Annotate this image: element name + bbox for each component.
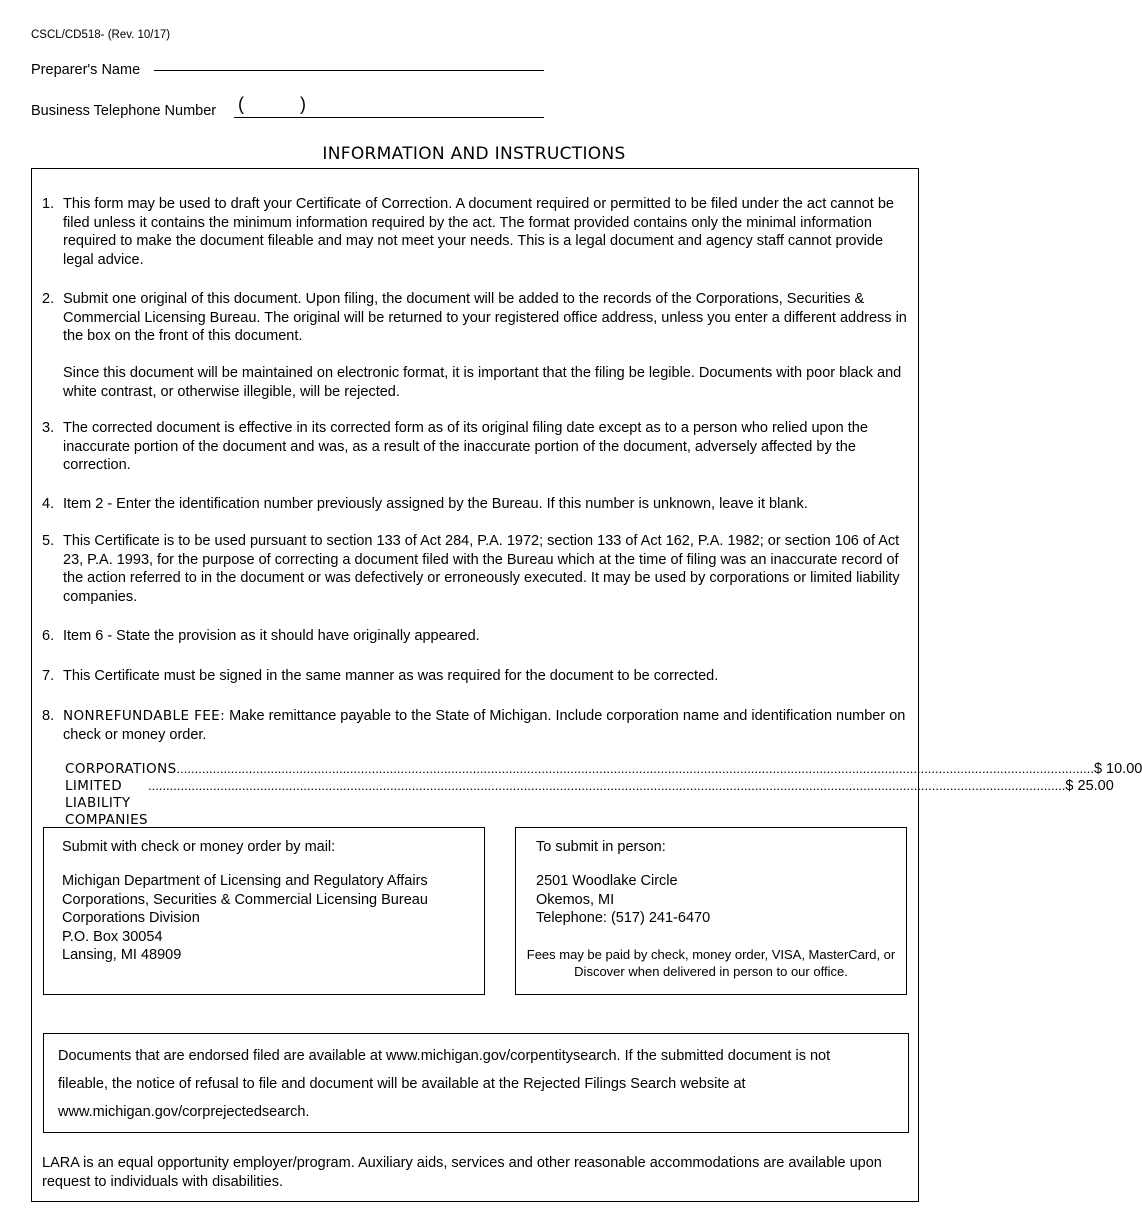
- phone-open-paren: (: [238, 94, 244, 114]
- fee-row-corporations: [65, 760, 1142, 778]
- instruction-number: 2.: [42, 291, 55, 307]
- instruction-number: 1.: [42, 196, 55, 212]
- mail-address-line: Lansing, MI 48909: [62, 947, 182, 964]
- mail-submission-box: [43, 827, 485, 995]
- instruction-number: 8.: [42, 708, 55, 724]
- instruction-number: 6.: [42, 628, 55, 644]
- instruction-4: [42, 495, 908, 514]
- preparer-name-label: Preparer's Name: [31, 62, 141, 78]
- in-person-box: [515, 827, 907, 995]
- phone-field[interactable]: [234, 117, 544, 118]
- fee-row-llc: [65, 777, 1114, 829]
- phone-close-paren: ): [300, 94, 306, 114]
- instruction-2-continued: [42, 364, 908, 401]
- filing-availability-notice: [43, 1033, 909, 1133]
- mail-address-line: Corporations, Securities & Commercial Licensing Bureau: [62, 891, 428, 908]
- eeo-footer: [42, 1154, 910, 1191]
- office-address-line: Okemos, MI: [536, 891, 615, 908]
- dot-leader: ..............................................................................................................................................................................................................................................................: [148, 778, 1066, 793]
- instruction-text: Since this document will be maintained on electronic format, it is important that the filing be legible. Documents with poor black and white contrast, or otherwise illegible, will be rejected.: [63, 365, 902, 400]
- fee-amount: $ 10.00: [1093, 761, 1142, 777]
- dot-leader: ..............................................................................................................................................................................................................................................................: [176, 761, 1094, 776]
- instruction-7: [42, 667, 908, 686]
- instruction-number: 3.: [42, 420, 55, 436]
- office-phone: Telephone: (517) 241-6470: [536, 910, 711, 927]
- payment-methods-note: Fees may be paid by check, money order, VISA, MasterCard, or Discover when delivered in person to our office.: [526, 947, 896, 979]
- instruction-8: [42, 707, 908, 744]
- office-address-line: 2501 Woodlake Circle: [536, 873, 678, 889]
- mail-address-line: Michigan Department of Licensing and Regulatory Affairs: [62, 873, 428, 889]
- footer-text: LARA is an equal opportunity employer/program. Auxiliary aids, services and other reasonable accommodations are available upon request to individuals with disabilities.: [42, 1155, 882, 1190]
- instruction-text: The corrected document is effective in its corrected form as of its original filing date except as to a person who relied upon the inaccurate portion of the document and was, as a result of the inaccurate portion of the document, adversely affected by the correction.: [63, 420, 868, 474]
- preparer-name-field[interactable]: [154, 70, 544, 71]
- instruction-text: This Certificate must be signed in the same manner as was required for the document to be corrected.: [63, 668, 719, 684]
- instruction-text: Item 6 - State the provision as it should have originally appeared.: [63, 628, 480, 644]
- instruction-number: 4.: [42, 496, 55, 512]
- page-title: INFORMATION AND INSTRUCTIONS: [322, 144, 626, 164]
- form-id: CSCL/CD518- (Rev. 10/17): [31, 29, 171, 41]
- fee-heading: NONREFUNDABLE FEE:: [63, 708, 226, 724]
- mail-address-line: Corporations Division: [62, 910, 200, 927]
- instruction-number: 7.: [42, 668, 55, 684]
- mail-address-line: P.O. Box 30054: [62, 928, 163, 945]
- instruction-text: This form may be used to draft your Certificate of Correction. A document required or permitted to be filed under the act cannot be filed unless it contains the minimum information required by the act. The format provided contains only the minimal information required to make the document fileable and may not meet your needs. This is a legal document and agency staff cannot provide legal advice.: [63, 196, 894, 268]
- fee-label: CORPORATIONS: [65, 761, 177, 777]
- fee-label: LIMITED LIABILITY COMPANIES: [65, 778, 148, 828]
- instruction-number: 5.: [42, 533, 55, 549]
- fee-amount: $ 25.00: [1065, 778, 1114, 794]
- mail-box-title: Submit with check or money order by mail:: [62, 839, 336, 855]
- phone-label: Business Telephone Number: [31, 103, 217, 119]
- instruction-3: [42, 419, 908, 475]
- instruction-text: Item 2 - Enter the identification number previously assigned by the Bureau. If this number is unknown, leave it blank.: [63, 496, 808, 512]
- instruction-1: [42, 195, 908, 269]
- instruction-5: [42, 532, 908, 606]
- in-person-title: To submit in person:: [536, 839, 666, 855]
- instruction-text: Submit one original of this document. Upon filing, the document will be added to the records of the Corporations, Securities & Commercial Licensing Bureau. The original will be returned to your registered office address, unless you enter a different address in the box on the front of this document.: [63, 291, 907, 345]
- instruction-text: This Certificate is to be used pursuant to section 133 of Act 284, P.A. 1972; section 133 of Act 162, P.A. 1982; or section 106 of Act 23, P.A. 1993, for the purpose of correcting a document filed with the Bureau which at the time of filing was an inaccurate record of the action referred to in the document or was defectively or erroneously executed. It may be used by corporations or limited liability companies.: [63, 533, 900, 605]
- notice-text: Documents that are endorsed filed are available at www.michigan.gov/corpentitysearch. If the submitted document is not fileable, the notice of refusal to file and document will be available at the Rejected Filings Search website at www.michigan.gov/corprejectedsearch.: [58, 1048, 831, 1120]
- instruction-text: Make remittance payable to the State of Michigan. Include corporation name and identification number on check or money order.: [63, 708, 906, 743]
- instruction-2: [42, 290, 908, 346]
- instruction-6: [42, 627, 908, 646]
